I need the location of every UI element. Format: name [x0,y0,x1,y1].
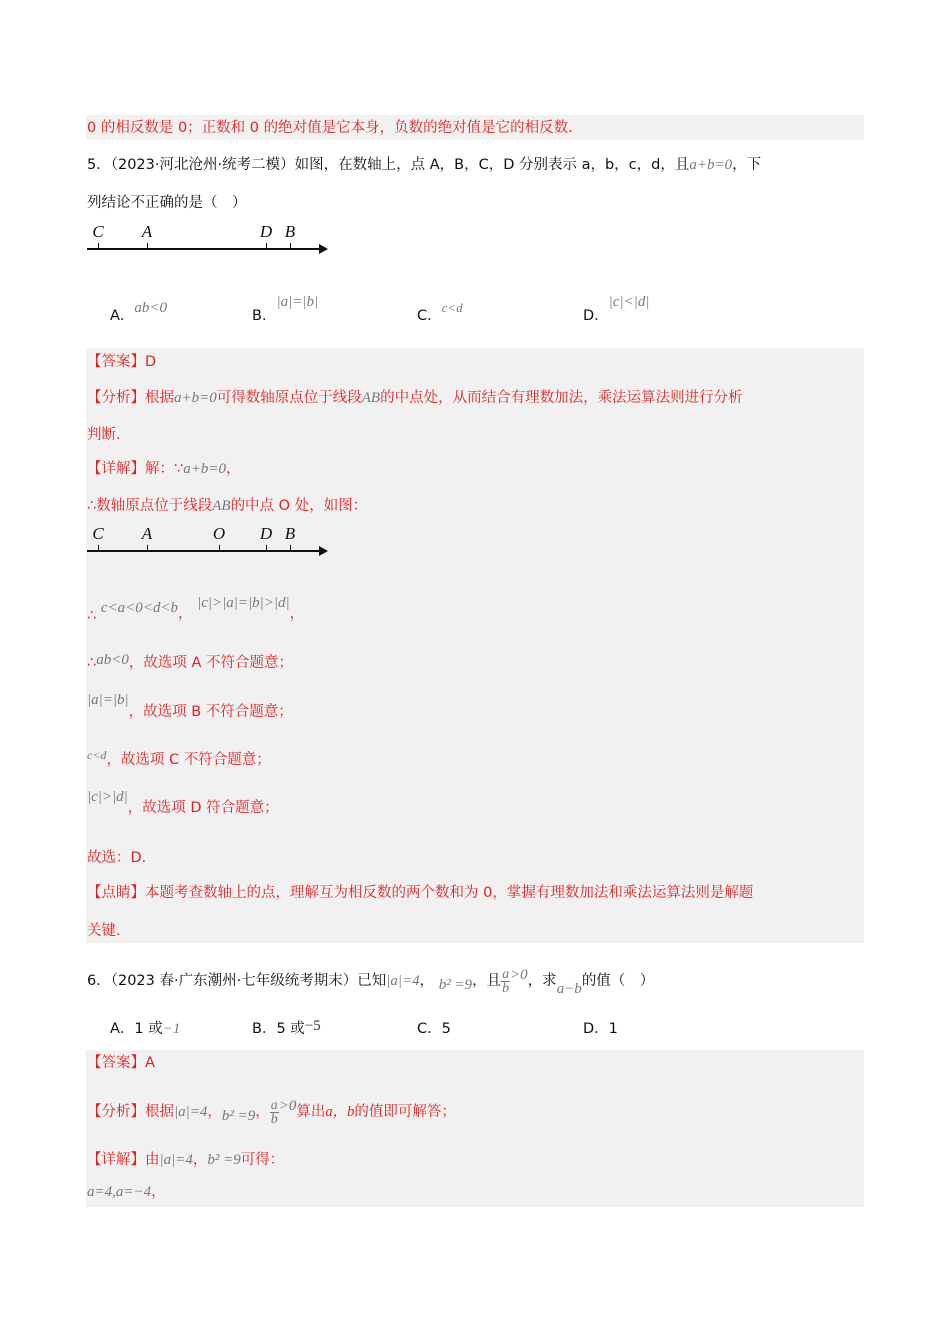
label-b: B [284,524,296,543]
label-a: A [141,222,153,241]
text: 可得： [240,1152,285,1168]
text: ∴ [87,608,97,624]
q5-line1 [87,496,367,516]
text: 6．（2023 春·广东潮州·七年级统考期末）已知 [87,973,387,989]
label-b: B [284,222,296,241]
text: 解：∵ [145,461,184,477]
text: 的值即可解答； [354,1104,456,1120]
math-expr: |a|=4 [174,1104,208,1120]
text: 根据 [145,390,174,406]
denominator: b [270,1111,278,1127]
math-expr: a=4,a=−4 [87,1184,152,1200]
label-d: D [259,222,273,241]
option-letter: A．1 或 [110,1021,163,1037]
math-expr: >0 [510,967,528,983]
q6-answer: 【答案】A [87,1055,155,1071]
option-letter: C． [417,308,442,324]
solution-box-q6 [86,1050,864,1207]
option-math: ab<0 [134,300,168,316]
numerator: a [270,1097,278,1113]
math-expr: |a|=4 [159,1152,193,1168]
q5-point [87,883,753,903]
option-letter: B．5 或 [252,1021,305,1037]
q5-option-a[interactable] [110,296,168,324]
q5-line6 [87,789,279,818]
math-expr: b² =9 [221,1108,256,1124]
text: ∴数轴原点位于线段 [87,498,213,514]
text: ∴ [87,655,97,671]
label-c: C [92,524,104,543]
denominator: b [502,980,510,996]
number-line-axis [87,248,321,250]
option-math: −1 [162,1021,181,1037]
option-letter: B． [252,308,277,324]
q6-option-b[interactable] [252,1017,321,1038]
text: ， [225,461,241,477]
q6-detail [87,1150,284,1170]
q5-answer: 【答案】D [87,354,157,370]
fraction [270,1099,279,1126]
text: 的值（ ） [581,973,655,989]
tag: 【分析】 [87,390,145,406]
math-expr: b² =9 [207,1152,241,1168]
q5-stem-end: ，下 [732,157,762,173]
tick-b [290,545,291,551]
q5-line2 [87,595,305,624]
solution-box-q5 [86,348,864,943]
q5-analysis [87,388,743,408]
q5-option-c[interactable] [417,296,463,324]
q5-stem-text: 5．（2023·河北沧州·统考二模）如图，在数轴上，点 A，B，C，D 分别表示 a，b，c，d，且 [87,157,690,173]
number-line-axis [87,550,321,552]
numerator: a [502,966,510,982]
text: ，故选项 A 不符合题意； [128,655,293,671]
text: 根据 [145,1104,174,1120]
tick-c [98,545,99,551]
tick-a [147,243,148,249]
tick-c [98,243,99,249]
math-expr: a+b=0 [183,461,226,477]
q5-analysis-2: 判断. [87,427,121,443]
q5-choose: 故选：D． [87,850,157,866]
q5-stem-line1 [87,155,761,175]
option-math: c<d [441,300,463,315]
q5-line5 [87,750,271,770]
text: ，故选项 B 不符合题意； [128,704,293,720]
number-line-figure-origin [87,524,332,558]
q6-detail-line [87,1182,166,1202]
text: 的中点 O 处，如图： [230,498,368,514]
q5-point-2: 关键. [87,923,121,939]
arrow-icon [319,546,328,556]
tick-b [290,243,291,249]
tag: 【详解】 [87,461,145,477]
text: 本题考查数轴上的点，理解互为相反数的两个数和为 0，掌握有理数加法和乘法运算法则是解题 [145,885,754,901]
math-expr: a，b [325,1104,355,1120]
text: ， [178,606,193,622]
math-expr: c<d [87,748,107,762]
tick-d [266,243,267,249]
math-expr: a+b=0 [174,390,217,406]
tag: 【详解】 [87,1152,145,1168]
text: 由 [145,1152,160,1168]
math-expr: |c|>|a|=|b|>|d| [197,595,290,611]
text: ， [192,1152,208,1168]
text: 算出 [296,1104,326,1120]
text: 可得数轴原点位于线段 [216,390,362,406]
prev-solution-tail: 0 的相反数是 0；正数和 0 的绝对值是它本身，负数的绝对值是它的相反数. [87,120,573,136]
math-expr: |a|=|b| [87,692,129,708]
label-d: D [259,524,273,543]
math-expr: a−b [556,981,582,997]
label-c: C [92,222,104,241]
option-math: |c|<|d| [608,294,650,310]
fraction [501,968,510,995]
q5-option-d[interactable] [583,290,650,324]
tag: 【点睛】 [87,885,145,901]
q6-option-a[interactable] [110,1017,180,1038]
option-math: |a|=|b| [276,294,319,310]
number-line-figure [87,222,332,256]
text: ，故选项 C 不符合题意； [106,752,271,768]
q6-option-c[interactable]: C．5 [417,1021,451,1037]
text: ，且 [472,973,502,989]
q6-option-d[interactable]: D．1 [583,1021,618,1037]
label-a: A [141,524,153,543]
q6-stem [87,966,654,996]
q6-analysis: 【分析】根据|a|=4，b² =9， $\frac{a}{b}$ >0算出a，b的值即可解答； [87,1097,456,1127]
tick-a [147,545,148,551]
q5-line3 [87,653,293,673]
label-o: O [212,524,226,543]
q5-detail [87,459,240,479]
option-math: −5 [304,1018,321,1034]
math-expr: AB [361,390,381,406]
text: ，求 [527,973,557,989]
q5-stem-line2: 列结论不正确的是（ ） [87,195,247,211]
option-letter: D． [583,308,609,324]
text: ，故选项 D 符合题意； [127,800,279,816]
tick-o [219,545,220,551]
q5-option-b[interactable] [252,290,319,324]
math-expr: AB [212,498,231,514]
math-expr: |a|=4 [386,973,420,989]
tick-d [266,545,267,551]
text: ， [419,973,435,989]
text: ， [151,1184,166,1200]
math-expr: a+b=0 [689,157,733,173]
math-expr: b² =9 [438,977,473,993]
math-expr: ab<0 [96,652,129,668]
math-expr: c<a<0<d<b [100,600,178,616]
text: ， [289,606,305,622]
math-expr: |c|>|d| [87,789,128,805]
option-letter: A． [110,308,135,324]
text: 的中点处，从而结合有理数加法，乘法运算法则进行分析 [380,390,743,406]
q5-line4 [87,692,293,722]
tag: 【分析】 [87,1104,145,1120]
math-expr: >0 [278,1098,297,1114]
arrow-icon [319,244,328,254]
